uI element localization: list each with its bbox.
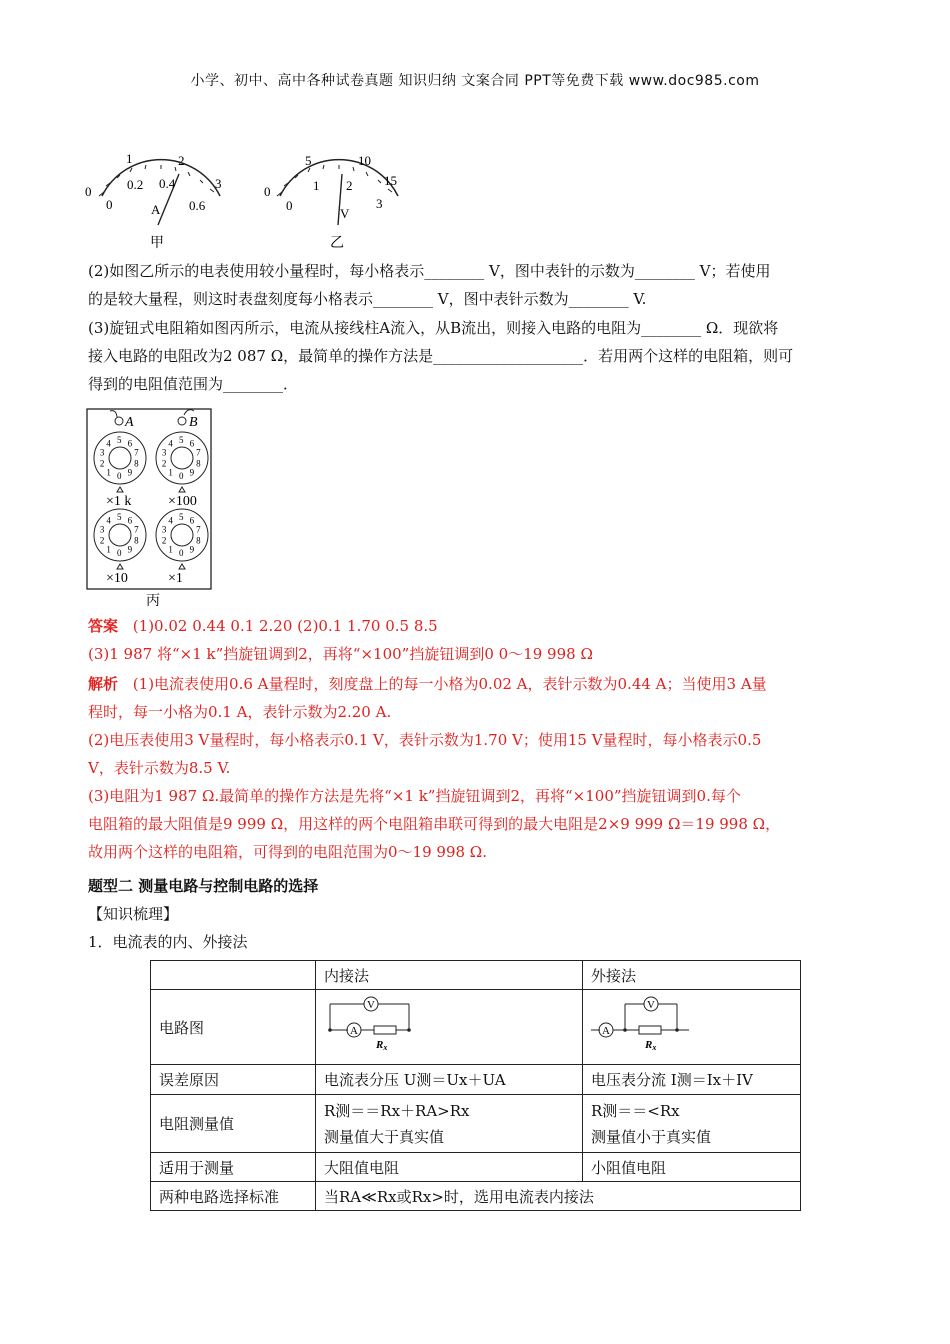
voltmeter-bottom-0: 0 [286,198,293,213]
ammeter-bottom-2: 0.4 [159,176,176,191]
analysis-p1-line2: 程时，每一小格为0.1 A，表针示数为2.20 A. [88,703,392,721]
ammeter-dial [85,151,222,251]
knob-0-digit: 3 [99,447,105,458]
knob-2-digit: 5 [117,512,122,522]
table-row-error [151,1065,801,1095]
outer-resistor-sub: x [652,1043,657,1052]
knob-3-digit: 3 [161,524,167,535]
section-block [88,872,863,956]
q2-line1: (2)如图乙所示的电表使用较小量程时，每小格表示________ V，图中表针的示数为________ V；若使用 [88,262,771,280]
question-2 [88,257,863,313]
knob-2-digit: 0 [117,548,122,558]
resistance-box-figure [86,405,216,610]
inner-circuit-cell [316,990,583,1065]
answer-line2: (3)1 987 将“×1 k”挡旋钮调到2，再将“×100”挡旋钮调到0 0～19 998 Ω [88,645,593,663]
knob-2-digit: 9 [127,544,133,555]
resbox-caption: 丙 [146,594,160,609]
knob-1-digit: 5 [179,435,184,445]
knob-3-digit: 5 [179,512,184,522]
voltmeter-unit: V [340,206,350,221]
knob-3-digit: 8 [196,535,201,546]
row-suit-inner: 大阻值电阻 [316,1153,583,1182]
analysis-p1-line1 [88,670,863,698]
outer-connection-circuit [591,992,701,1058]
voltmeter-top-0: 0 [264,184,271,199]
analysis-block [88,670,863,866]
analysis-p3-line3: 故用两个这样的电阻箱，可得到的电阻范围为0～19 998 Ω. [88,843,488,861]
knob-2-digit: 8 [134,535,139,546]
terminal-b-label: B [189,415,198,430]
meter-figures [80,150,420,255]
knob-3-digit: 9 [189,544,195,555]
row-error-outer: 电压表分流 I测＝Ix＋IV [583,1065,801,1095]
knob-0-digit: 8 [134,458,139,469]
outer-voltmeter-label: V [647,999,655,1011]
q3-line2: 接入电路的电阻改为2 087 Ω，最简单的操作方法是____________________．若用两个这样的电阻箱，则可 [88,347,794,365]
svg-text:Rx [375,1039,387,1052]
knob-2-digit: 2 [99,535,105,546]
inner-connection-circuit [324,992,424,1058]
measure-inner-note: 测量值大于真实值 [324,1127,445,1146]
knob-3-multiplier: ×1 [168,571,183,586]
knob-3-digit: 0 [179,548,184,558]
q3-line1: (3)旋钮式电阻箱如图丙所示，电流从接线柱A流入，从B流出，则接入电路的电阻为________ Ω．现欲将 [88,319,779,337]
ammeter-top-0: 0 [85,184,92,199]
measure-outer-note: 测量值小于真实值 [591,1127,712,1146]
ammeter-connection-table [150,960,801,1211]
knob-3-pointer [179,564,185,569]
knob-2-inner [109,524,131,546]
row-circuit-label: 电路图 [151,990,316,1065]
knob-3-digit: 2 [161,535,167,546]
table-head-outer: 外接法 [583,961,801,990]
svg-text:Rx [644,1039,656,1052]
row-measure-outer [583,1095,801,1153]
measure-outer-formula: R测＝＝<Rx [591,1101,680,1120]
inner-voltmeter-label: V [367,999,375,1011]
knob-2-multiplier: ×10 [106,571,128,586]
knob-1-pointer [179,487,185,492]
knob-2-pointer [117,564,123,569]
q3-line3: 得到的电阻值范围为________． [88,375,299,393]
q2-line2: 的是较大量程，则这时表盘刻度每小格表示________ V，图中表针示数为________ V. [88,290,647,308]
knob-1-multiplier: ×100 [168,494,197,509]
row-error-label: 误差原因 [151,1065,316,1095]
row-error-inner: 电流表分压 U测＝Ux＋UA [316,1065,583,1095]
table-row-suit [151,1153,801,1182]
knob-0-digit: 0 [117,471,122,481]
knob-2-digit: 7 [134,524,139,535]
ammeter-top-2: 2 [178,153,185,168]
table-head-row [151,961,801,990]
knob-1-digit: 2 [161,458,167,469]
ammeter-bottom-3: 0.6 [189,198,206,213]
knob-1-digit: 9 [189,467,195,478]
row-suit-outer: 小阻值电阻 [583,1153,801,1182]
row-criteria-label: 两种电路选择标准 [151,1182,316,1211]
terminal-a-label: A [125,415,134,430]
voltmeter-top-1: 5 [305,153,312,168]
analysis-p3-line2: 电阻箱的最大阻值是9 999 Ω，用这样的两个电阻箱串联可得到的最大电阻是2×9 999 Ω＝19 998 Ω， [88,815,781,833]
voltmeter-top-3: 15 [384,173,397,188]
point-1-title: 1．电流表的内、外接法 [88,933,248,951]
section-title: 题型二 测量电路与控制电路的选择 [88,877,319,895]
table-row-criteria [151,1182,801,1211]
knob-2-digit: 6 [127,515,133,526]
analysis-p1-text: (1)电流表使用0.6 A量程时，刻度盘上的每一小格为0.02 A，表针示数为0.44 A；当使用3 A量 [132,675,767,693]
outer-ammeter-label: A [602,1025,610,1037]
analysis-label: 解析 [88,675,119,693]
outer-circuit-cell [583,990,801,1065]
knob-0-multiplier: ×1 k [106,494,132,509]
knob-1-digit: 1 [168,467,173,478]
analysis-p3-line1: (3)电阻为1 987 Ω.最简单的操作方法是先将“×1 k”挡旋钮调到2，再将“×100”挡旋钮调到0.每个 [88,787,741,805]
inner-resistor-label: R [376,1039,384,1051]
answer-line1 [88,612,863,640]
row-criteria-text: 当RA≪Rx或Rx>时，选用电流表内接法 [316,1182,801,1211]
table-row-circuit [151,990,801,1065]
inner-ammeter-label: A [350,1025,358,1037]
table-head-inner: 内接法 [316,961,583,990]
knob-0-digit: 4 [106,438,111,449]
analysis-p2-line1: (2)电压表使用3 V量程时，每小格表示0.1 V，表针示数为1.70 V；使用15 V量程时，每小格表示0.5 [88,731,762,749]
knob-0-pointer [117,487,123,492]
ammeter-top-1: 1 [126,151,133,166]
row-suit-label: 适用于测量 [151,1153,316,1182]
knob-2-digit: 1 [106,544,111,555]
knob-1-digit: 4 [168,438,173,449]
inner-resistor-sub: x [383,1043,388,1052]
knob-0-digit: 5 [117,435,122,445]
row-measure-inner [316,1095,583,1153]
row-measure-label: 电阻测量值 [151,1095,316,1153]
answer-block [88,612,863,668]
voltmeter-bottom-2: 2 [346,178,353,193]
table-row-measure [151,1095,801,1153]
knob-0-digit: 1 [106,467,111,478]
knob-1-digit: 7 [196,447,201,458]
knob-0-inner [109,447,131,469]
knob-1-inner [171,447,193,469]
knob-3-inner [171,524,193,546]
analysis-p2-line2: V，表针示数为8.5 V. [88,759,231,777]
ammeter-unit: A [151,202,161,217]
page-header: 小学、初中、高中各种试卷真题 知识归纳 文案合同 PPT等免费下载 www.doc985.com [190,73,760,89]
knob-1-digit: 0 [179,471,184,481]
knob-1-digit: 3 [161,447,167,458]
measure-inner-formula: R测＝＝Rx＋RA>Rx [324,1101,470,1120]
ammeter-bottom-0: 0 [106,197,113,212]
question-3 [88,314,863,398]
voltmeter-bottom-1: 1 [313,178,320,193]
knob-0-digit: 2 [99,458,105,469]
knob-3-digit: 7 [196,524,201,535]
table-head-empty [151,961,316,990]
knob-0-digit: 6 [127,438,133,449]
answer-text1: (1)0.02 0.44 0.1 2.20 (2)0.1 1.70 0.5 8.5 [132,617,438,635]
knob-3-digit: 4 [168,515,173,526]
knob-3-digit: 6 [189,515,195,526]
knob-1-digit: 8 [196,458,201,469]
voltmeter-top-2: 10 [358,153,371,168]
voltmeter-dial [264,153,398,251]
knob-2-digit: 3 [99,524,105,535]
ammeter-top-3: 3 [215,176,222,191]
knob-0-digit: 9 [127,467,133,478]
voltmeter-caption: 乙 [330,236,344,251]
knob-1-digit: 6 [189,438,195,449]
knob-2-digit: 4 [106,515,111,526]
knob-0-digit: 7 [134,447,139,458]
knob-3-digit: 1 [168,544,173,555]
outer-resistor-label: R [645,1039,653,1051]
voltmeter-bottom-3: 3 [376,196,383,211]
knowledge-tag: 【知识梳理】 [88,905,179,923]
answer-label: 答案 [88,617,119,635]
ammeter-bottom-1: 0.2 [127,177,144,192]
ammeter-caption: 甲 [150,236,164,251]
